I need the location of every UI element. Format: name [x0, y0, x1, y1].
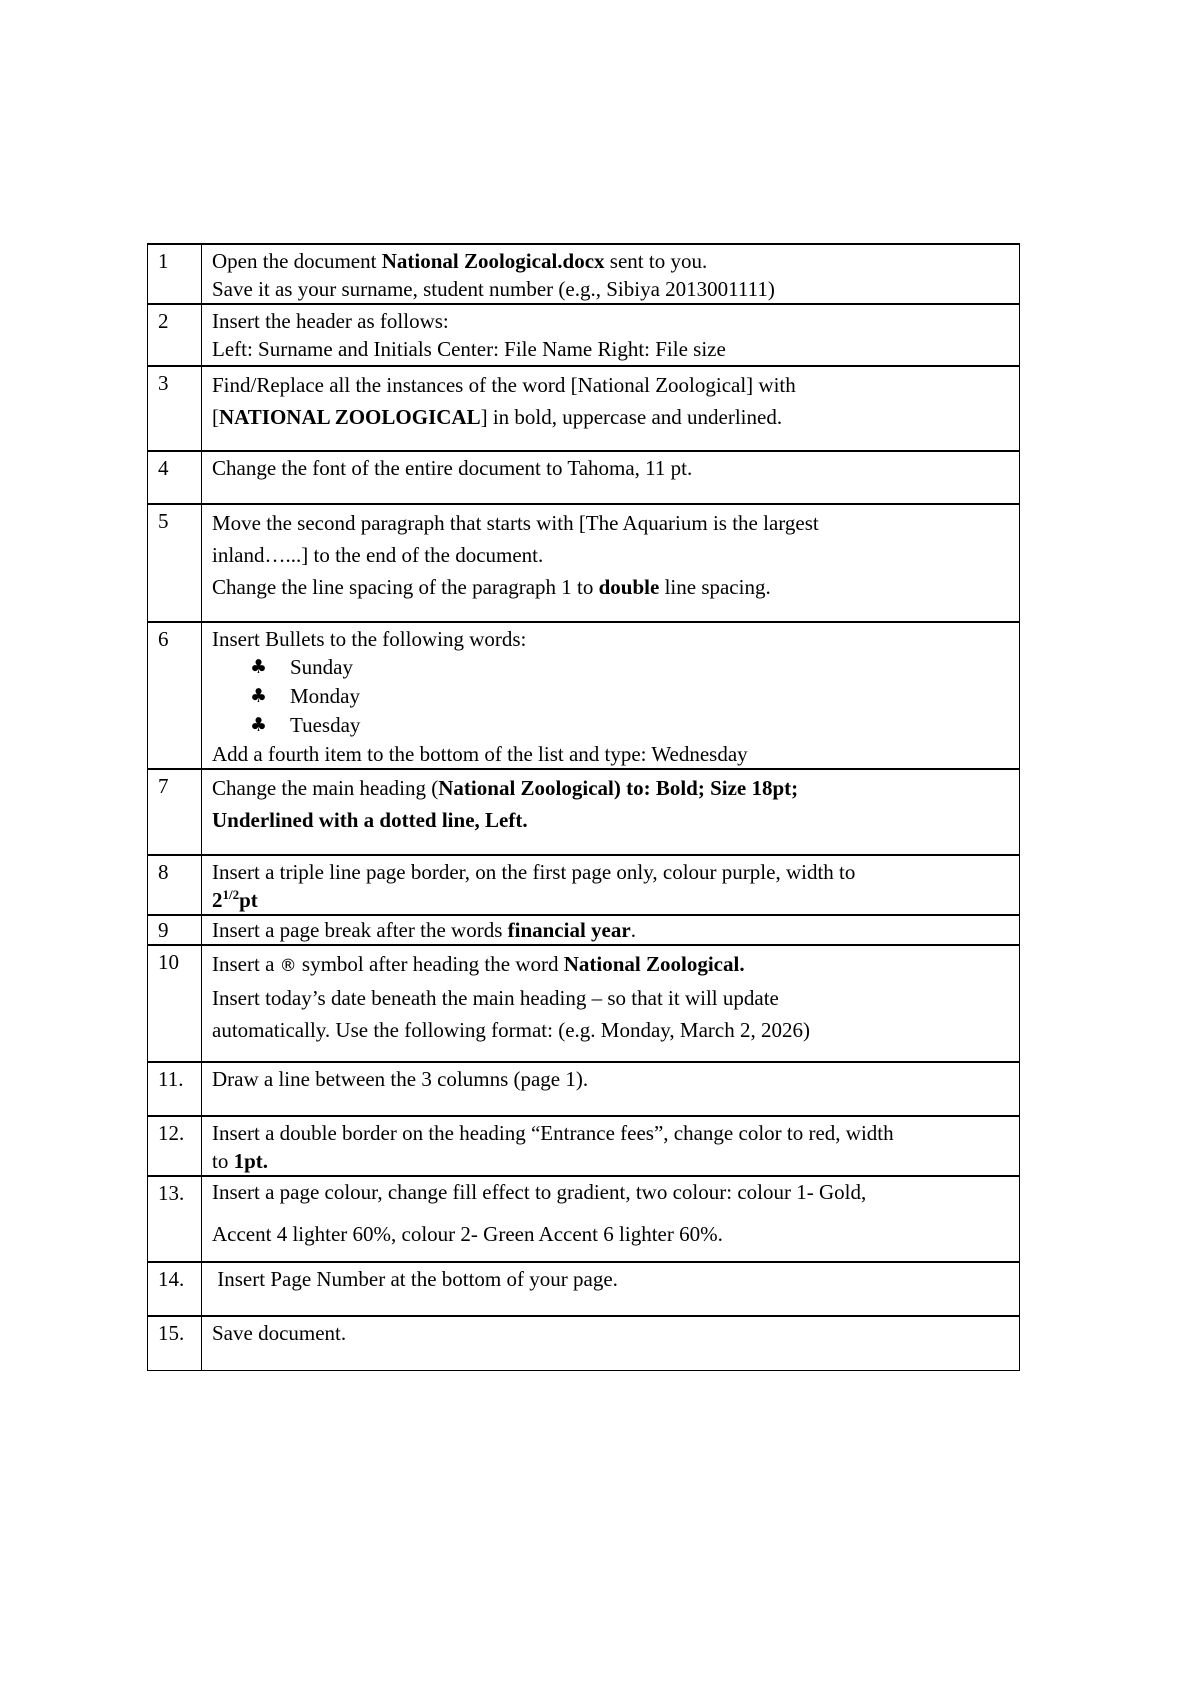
task-text: Save document. [212, 1321, 347, 1345]
table-row [148, 1176, 1020, 1262]
task-text-bold: 1pt. [233, 1149, 269, 1173]
table-row [148, 855, 1020, 915]
table-row [148, 915, 1020, 945]
table-row [148, 1062, 1020, 1116]
task-text-bold: NATIONAL ZOOLOGICAL [219, 405, 481, 429]
task-text: sent to you. [604, 249, 708, 273]
table-row [148, 504, 1020, 622]
row-number: 2 [148, 304, 202, 366]
task-text: Insert a double border on the heading “Entrance fees”, change color to red, width [212, 1121, 894, 1145]
task-text: Draw a line between the 3 columns (page 1). [212, 1067, 589, 1091]
task-cell [202, 244, 1020, 304]
table-row [148, 366, 1020, 451]
task-text: Open the document [212, 249, 382, 273]
row-number: 10 [148, 945, 202, 1062]
task-cell [202, 769, 1020, 855]
row-number: 6 [148, 622, 202, 769]
table-row [148, 304, 1020, 366]
task-text: [ [212, 405, 219, 429]
table-row [148, 945, 1020, 1062]
task-text: Insert the header as follows: [212, 309, 449, 333]
task-text: Insert Bullets to the following words: [212, 627, 527, 651]
task-table [147, 243, 1020, 1371]
task-text: Left: Surname and Initials Center: File Name Right: File size [212, 337, 726, 361]
task-text: Move the second paragraph that starts with [The Aquarium is the largest [212, 511, 819, 535]
task-text-bold: National Zoological.docx [381, 249, 605, 273]
task-text: ] in bold, uppercase and underlined. [480, 405, 783, 429]
club-suit-icon: ♣ [250, 714, 268, 736]
table-row [148, 1316, 1020, 1370]
task-cell [202, 945, 1020, 1062]
list-item-label: Monday [290, 684, 360, 708]
task-text: to [212, 1149, 234, 1173]
table-row [148, 622, 1020, 769]
list-item-label: Tuesday [290, 713, 361, 737]
table-row [148, 451, 1020, 504]
task-text: Change the font of the entire document to Tahoma, 11 pt. [212, 456, 693, 480]
task-text-bold: National Zoological) to: Bold; Size 18pt; [438, 776, 799, 800]
table-row [148, 1116, 1020, 1176]
list-item [250, 682, 1009, 711]
task-cell [202, 915, 1020, 945]
task-text-bold: Underlined with a dotted line, Left. [212, 808, 528, 832]
task-text: Insert today’s date beneath the main heading – so that it will update [212, 986, 779, 1010]
club-suit-icon: ♣ [250, 656, 268, 678]
task-text: Find/Replace all the instances of the word [National Zoological] with [212, 373, 796, 397]
row-number: 3 [148, 366, 202, 451]
club-suit-icon: ♣ [250, 685, 268, 707]
row-number: 15. [148, 1316, 202, 1370]
row-number: 13. [148, 1176, 202, 1262]
task-cell [202, 1062, 1020, 1116]
table-row [148, 1262, 1020, 1316]
task-text: inland…...] to the end of the document. [212, 543, 544, 567]
task-cell [202, 1176, 1020, 1262]
row-number: 8 [148, 855, 202, 915]
task-text: Change the main heading ( [212, 776, 439, 800]
task-text: Save it as your surname, student number (e.g., Sibiya 2013001111) [212, 277, 775, 301]
superscript: 1/2 [222, 887, 240, 902]
task-text: symbol after heading the word [296, 952, 564, 976]
list-item [250, 653, 1009, 682]
task-cell [202, 504, 1020, 622]
task-text-bold: pt [239, 888, 258, 912]
row-number: 7 [148, 769, 202, 855]
row-number: 4 [148, 451, 202, 504]
list-item [250, 711, 1009, 740]
row-number: 9 [148, 915, 202, 945]
task-text: Insert a [212, 952, 280, 976]
task-text: Insert a triple line page border, on the first page only, colour purple, width to [212, 860, 856, 884]
task-text-bold: financial year [507, 918, 631, 942]
task-text: Insert a page colour, change fill effect to gradient, two colour: colour 1- Gold, [212, 1180, 867, 1204]
task-text-bold: National Zoological. [563, 952, 745, 976]
list-item-label: Sunday [290, 655, 353, 679]
task-cell [202, 1262, 1020, 1316]
row-number: 12. [148, 1116, 202, 1176]
task-cell [202, 1316, 1020, 1370]
registered-symbol: ® [279, 956, 297, 976]
task-text-bold: double [598, 575, 660, 599]
task-text: Change the line spacing of the paragraph 1 to [212, 575, 599, 599]
task-text: Add a fourth item to the bottom of the list and type: Wednesday [212, 742, 748, 766]
task-text: . [630, 918, 636, 942]
task-cell [202, 366, 1020, 451]
bullet-list [212, 653, 1009, 740]
task-text-bold: 2 [212, 888, 223, 912]
task-text: Insert a page break after the words [212, 918, 508, 942]
task-text: Accent 4 lighter 60%, colour 2- Green Accent 6 lighter 60%. [212, 1222, 723, 1246]
task-text: automatically. Use the following format: (e.g. Monday, March 2, 2026) [212, 1018, 810, 1042]
task-cell [202, 451, 1020, 504]
table-row [148, 769, 1020, 855]
task-text: line spacing. [659, 575, 771, 599]
row-number: 14. [148, 1262, 202, 1316]
table-row [148, 244, 1020, 304]
task-cell [202, 622, 1020, 769]
task-cell [202, 1116, 1020, 1176]
task-cell [202, 855, 1020, 915]
task-text: Insert Page Number at the bottom of your page. [212, 1267, 618, 1291]
task-cell [202, 304, 1020, 366]
row-number: 11. [148, 1062, 202, 1116]
row-number: 1 [148, 244, 202, 304]
row-number: 5 [148, 504, 202, 622]
